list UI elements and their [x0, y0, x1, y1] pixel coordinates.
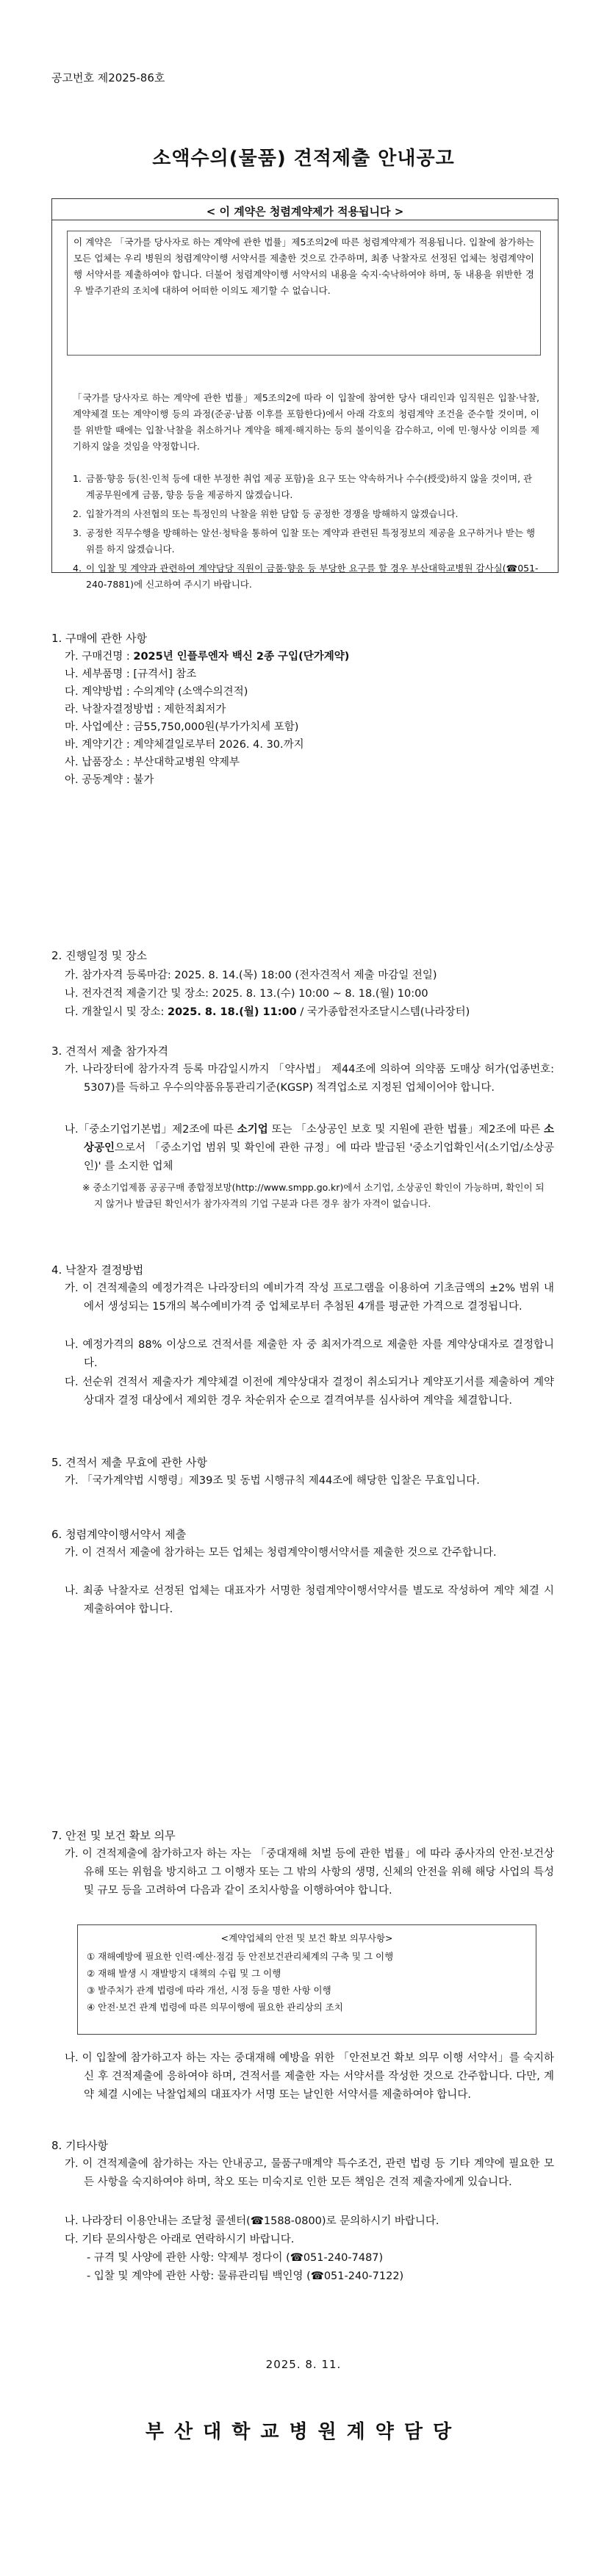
- misc-a: 가. 이 견적제출에 참가하는 자는 안내공고, 물품구매계약 특수조건, 관련 법령 등 기타 계약에 필요한 모든 사항을 숙지하여야 하며, 착오 또는 미숙지로 인한 모든 책임은 견적 제출자에게 있습니다.: [65, 2158, 554, 2188]
- award-method-key: 라. 낙찰자결정방법 :: [65, 704, 165, 715]
- pledge-item: [73, 525, 539, 558]
- signer: 부산대학교병원계약담당: [145, 2421, 462, 2443]
- opening-date-label: 다. 개찰일시 및 장소:: [65, 1006, 168, 1018]
- safety-duty-box: [77, 1924, 536, 2035]
- section-7-title: 7. 안전 및 보건 확보 의무: [51, 1829, 176, 1842]
- purchase-name-key: 가. 구매건명 :: [65, 651, 134, 663]
- notice-number: 공고번호 제2025-86호: [51, 71, 165, 84]
- registration-deadline: 가. 참가자격 등록마감: 2025. 8. 14.(목) 18:00 (전자견적서 제출 마감일 전일): [65, 970, 437, 981]
- section-3-title: 3. 견적서 제출 참가자격: [51, 1045, 169, 1058]
- award-a: 가. 이 견적제출의 예정가격은 나라장터의 예비가격 작성 프로그램을 이용하여 기초금액의 ±2% 범위 내에서 생성되는 15개의 복수예비가격 중 업체로부터 추첨된 4개를 평균한 가격으로 결정됩니다.: [65, 1282, 554, 1313]
- safety-duty-item: ③ 발주처가 관계 법령에 따라 개선, 시정 등을 명한 사항 이행: [87, 1985, 331, 1996]
- pledge-submit-a: 가. 이 견적서 제출에 참가하는 모든 업체는 청렴계약이행서약서를 제출한 것으로 간주합니다.: [65, 1547, 497, 1559]
- safety-duty-title: <계약업체의 안전 및 보건 확보 의무사항>: [220, 1933, 393, 1944]
- item-detail-key: 나. 세부품명 :: [65, 668, 134, 680]
- item-detail: [65, 665, 196, 683]
- pledge-text: 공정한 직무수행을 방해하는 알선·청탁을 통하여 입찰 또는 계약과 관련된 특정정보의 제공을 요구하거나 받는 행위를 하지 않겠습니다.: [86, 527, 536, 555]
- integrity-box: [51, 198, 558, 590]
- qualification-note: ※ 중소기업제품 공공구매 종합정보망(http://www.smpp.go.kr)에서 소기업, 소상공인 확인이 가능하며, 확인이 되지 않거나 발급된 확인서가 참가자격의 기업 구분과 다른 경우 참가 자격이 없습니다.: [82, 1182, 545, 1209]
- joint-contract-key: 아. 공동계약 :: [65, 774, 134, 786]
- pledge-item: [73, 560, 539, 593]
- contract-period-value: 계약체결일로부터 2026. 4. 30.까지: [133, 739, 304, 751]
- pledge-item: [73, 506, 539, 522]
- opening-date: [65, 1003, 470, 1021]
- section-6-title: 6. 청렴계약이행서약서 제출: [51, 1528, 187, 1541]
- section-8-title: 8. 기타사항: [51, 2139, 109, 2152]
- qualification-b-mid: 또는 「소상공인 보호 및 지원에 관한 법률」제2조에 따른: [267, 1124, 544, 1136]
- integrity-banner: < 이 계약은 청렴계약제가 적용됩니다 >: [206, 205, 404, 218]
- award-method: [65, 701, 226, 718]
- submission-period: 나. 전자견적 제출기간 및 장소: 2025. 8. 13.(수) 10:00 ~ 8. 18.(월) 10:00: [65, 988, 428, 1000]
- contract-method-value: 수의계약 (소액수의견적): [133, 686, 248, 698]
- award-b: 나. 예정가격의 88% 이상으로 견적서를 제출한 자 중 최저가격으로 제출한 자를 계약상대자로 결정합니다.: [65, 1339, 554, 1369]
- section-5-title: 5. 견적서 제출 무효에 관한 사항: [51, 1456, 208, 1469]
- joint-contract-value: 불가: [133, 774, 154, 786]
- integrity-intro: 이 계약은 「국가를 당사자로 하는 계약에 관한 법률」제5조의2에 따른 청렴계약제가 적용됩니다. 입찰에 참가하는 모든 업체는 우리 병원의 청렴계약이행 서약서를 제출한 것으로 간주하며, 최종 낙찰자로 선정된 업체는 청렴계약이행 서약서를 제출하여야 합니다. 더불어 청렴계약이행 서약서의 내용을 숙지·숙낙하여야 하며, 동 내용을 위반한 경우 발주기관의 조치에 대하여 어떠한 이의도 제기할 수 없습니다.: [67, 231, 541, 356]
- contract-period-key: 바. 계약기간 :: [65, 739, 134, 751]
- pledge-text: 이 입찰 및 계약과 관련하여 계약담당 직원이 금품·향응 등 부당한 요구를 할 경우 부산대학교병원 감사실(☎051-240-7881)에 신고하여 주시기 바랍니다.: [86, 563, 539, 590]
- misc-c: 다. 기타 문의사항은 아래로 연락하시기 바랍니다.: [65, 2234, 295, 2245]
- section-2-title: 2. 진행일정 및 장소: [51, 949, 148, 962]
- purchase-name: [65, 648, 349, 665]
- budget-value: 금55,750,000원(부가가치세 포함): [133, 721, 299, 733]
- pledge-list: [73, 471, 539, 596]
- pledge-text: 금품·향응 등(친·인척 등에 대한 부정한 취업 제공 포함)을 요구 또는 약속하거나 수수(授受)하지 않을 것이며, 관계공무원에게 금품, 향응 등을 제공하지 않겠습니다.: [86, 473, 533, 500]
- opening-place: / 국가종합전자조달시스템(나라장터): [296, 1006, 470, 1018]
- delivery-place-key: 사. 납품장소 :: [65, 757, 134, 768]
- item-detail-value: [규격서] 참조: [133, 668, 197, 680]
- pledge-number: 1.: [73, 473, 82, 484]
- integrity-pledge: 「국가를 당사자로 하는 계약에 관한 법률」제5조의2에 따라 이 입찰에 참여한 당사 대리인과 임직원은 입찰·낙찰, 계약체결 또는 계약이행 등의 과정(준공·납품 이후를 포함한다)에서 아래 각호의 청렴계약 조건을 준수할 것이며, 이를 위반할 때에는 입찰·낙찰을 취소하거나 계약을 해제·해지하는 등의 불이익을 감수하고, 이에 민·형사상 이의를 제기하지 않을 것임을 약정합니다.: [73, 392, 539, 452]
- award-c: 다. 선순위 견적서 제출자가 계약체결 이전에 계약상대자 결정이 취소되거나 계약포기서를 제출하여 계약상대자 결정 대상에서 제외한 경우 차순위자 순으로 결격여부를 심사하여 계약을 체결합니다.: [65, 1377, 554, 1407]
- pledge-number: 2.: [73, 508, 82, 519]
- contact-spec: - 규격 및 사양에 관한 사항: 약제부 정다이 (☎051-240-7487): [87, 2252, 384, 2264]
- small-merchant: 소상공인: [84, 1124, 554, 1154]
- joint-contract: [65, 771, 154, 789]
- pledge-number: 4.: [73, 563, 82, 574]
- invalid-a: 가. 「국가계약법 시행령」제39조 및 동법 시행규칙 제44조에 해당한 입찰은 무효입니다.: [65, 1475, 480, 1487]
- pledge-number: 3.: [73, 527, 82, 538]
- budget: [65, 718, 298, 736]
- qualification-a: 가. 나라장터에 참가자격 등록 마감일시까지 「약사법」 제44조에 의하여 의약품 도매상 허가(업종번호: 5307)를 득하고 우수의약품유통관리기준(KGSP) 적격업소로 지정된 업체이어야 합니다.: [65, 1064, 554, 1094]
- budget-key: 마. 사업예산 :: [65, 721, 134, 733]
- safety-a: 가. 이 견적제출에 참가하고자 하는 자는 「중대재해 처벌 등에 관한 법률」에 따라 종사자의 안전·보건상 유해 또는 위험을 방지하고 그 이행자 또는 그 밖의 사항의 생명, 신체의 안전을 위해 해당 사업의 특성 및 규모 등을 고려하여 다음과 같이 조치사항을 이행하여야 합니다.: [65, 1848, 554, 1897]
- pledge-item: [73, 471, 539, 503]
- safety-duty-item: ① 재해예방에 필요한 인력·예산·점검 등 안전보건관리체계의 구축 및 그 이행: [87, 1951, 394, 1962]
- contact-contract: - 입찰 및 계약에 관한 사항: 물류관리팀 백인영 (☎051-240-7122): [87, 2270, 404, 2282]
- qualification-b-post: 으로서 「중소기업 범위 및 확인에 관한 규정」에 따라 발급된 '중소기업확인서(소기업/소상공인)' 를 소지한 업체: [84, 1142, 554, 1172]
- small-business: 소기업: [237, 1124, 268, 1136]
- section-1-title: 1. 구매에 관한 사항: [51, 632, 148, 645]
- award-method-value: 제한적최저가: [164, 704, 226, 715]
- qualification-b: [65, 1121, 554, 1176]
- page-title: 소액수의(물품) 견적제출 안내공고: [152, 148, 455, 170]
- safety-b: 나. 이 입찰에 참가하고자 하는 자는 중대재해 예방을 위한 「안전보건 확보 의무 이행 서약서」를 숙지하신 후 견적제출에 응하여야 하며, 견적서를 제출한 자는 서약서를 작성한 것으로 간주합니다. 다만, 계약 체결 시에는 낙찰업체의 대표자가 서명 또는 날인한 서약서를 제출하여야 합니다.: [65, 2052, 554, 2101]
- pledge-text: 입찰가격의 사전협의 또는 특정인의 낙찰을 위한 담합 등 공정한 경쟁을 방해하지 않겠습니다.: [86, 508, 459, 519]
- misc-b: 나. 나라장터 이용안내는 조달청 콜센터(☎1588-0800)로 문의하시기 바랍니다.: [65, 2215, 439, 2227]
- section-4-title: 4. 낙찰자 결정방법: [51, 1263, 144, 1277]
- delivery-place: [65, 754, 240, 771]
- contract-method: [65, 683, 248, 701]
- opening-date-value: 2025. 8. 18.(월) 11:00: [168, 1006, 297, 1018]
- delivery-place-value: 부산대학교병원 약제부: [133, 757, 240, 768]
- contract-method-key: 다. 계약방법 :: [65, 686, 134, 698]
- notice-date: 2025. 8. 11.: [265, 2358, 342, 2371]
- qualification-b-pre: 나.「중소기업기본법」제2조에 따른: [65, 1124, 237, 1136]
- pledge-submit-b: 나. 최종 낙찰자로 선정된 업체는 대표자가 서명한 청렴계약이행서약서를 별도로 작성하여 계약 체결 시 제출하여야 합니다.: [65, 1585, 554, 1615]
- safety-duty-item: ② 재해 발생 시 재발방지 대책의 수립 및 그 이행: [87, 1968, 281, 1979]
- purchase-name-value: 2025년 인플루엔자 백신 2종 구입(단가계약): [133, 651, 350, 663]
- safety-duty-item: ④ 안전·보건 관계 법령에 따른 의무이행에 필요한 관리상의 조치: [87, 2002, 343, 2013]
- contract-period: [65, 736, 304, 754]
